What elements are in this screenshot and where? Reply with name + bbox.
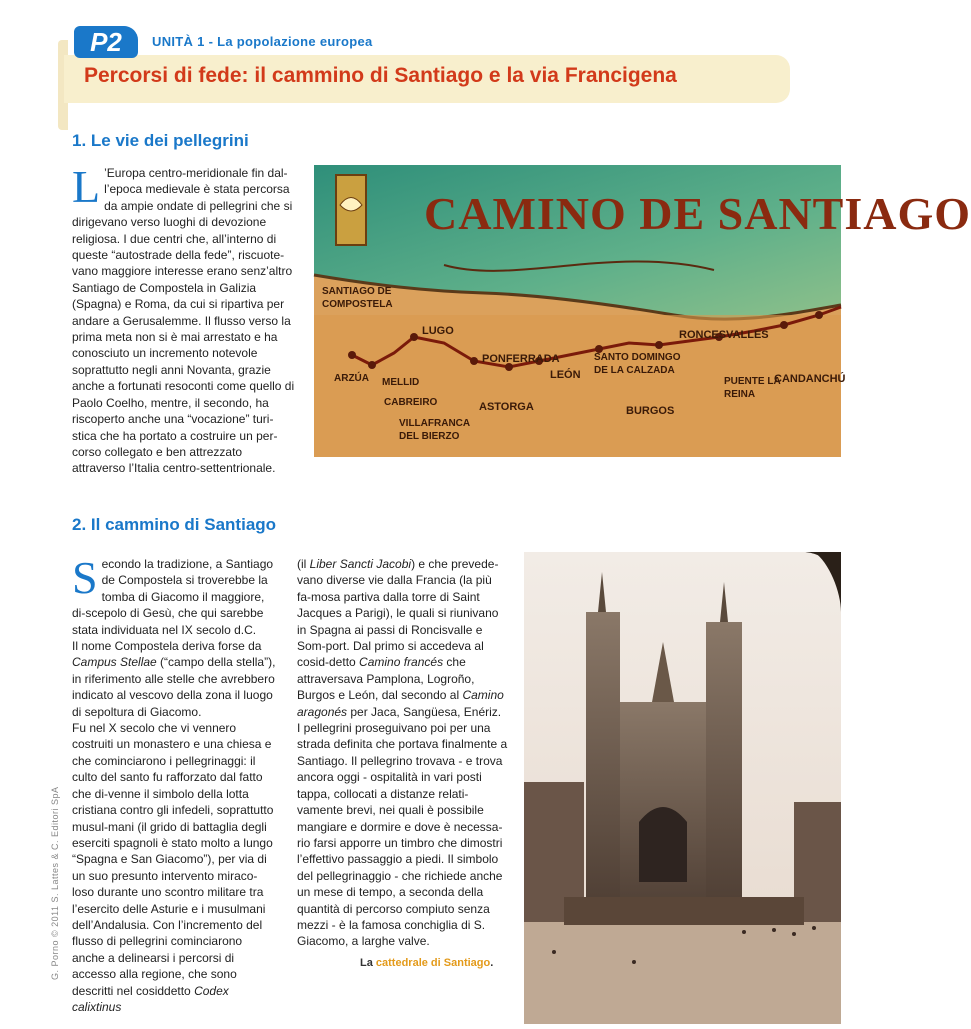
map-place-villafranca: VILLAFRANCA DEL BIERZO [399,418,470,442]
map-place-puente-la-reina: PUENTE LA REINA [724,376,781,400]
section2-p3-text: Fu nel X secolo che vi vennero costruiti un monastero e una chiesa e che cominciarono i pellegrinaggi: il culto del santo fu rafforzato dal fatto che di-venne il simbolo della lotta cristiana contro gli infedeli, soprattutto musul-mani (il grido di battaglia degli eserciti spagnoli è stato molto a lungo “Spagna e San Giacomo”), per via di un suo presunto intervento miraco-loso durante uno scontro militare tra l’esercito delle Asturie e i musulmani dell’Andalusia. Con l’incremento del flusso di pellegrini cominciarono anche a delinearsi i percorsi di accesso alla regione, che sono descritti nel cosiddetto [72,721,274,998]
dropcap-l: L [72,161,101,212]
map-place-leon: LEÓN [550,369,581,381]
section2-paragraph-4 [297,556,509,720]
map-title: CAMINO DE SANTIAGO [424,188,971,239]
copyright-credit: G. Porno © 2011 S. Lattes & C. Editori SpA [50,786,60,980]
map-place-santo-domingo: SANTO DOMINGO DE LA CALZADA [594,352,681,376]
dropcap-s: S [72,552,98,603]
section2-column-1 [72,552,278,1015]
unit-label: UNITÀ 1 - La popolazione europea [152,34,373,49]
section2-column-2 [297,556,509,950]
map-place-arzua: ARZÚA [334,373,369,384]
section-heading-1: 1. Le vie dei pellegrini [72,131,249,150]
col2-text-a: (il [297,557,310,571]
col2-text-b: ) e che prevede-vano diverse vie dalla Francia (la più fa-mosa partiva dalla torre di Saint Jacques a Parigi), le quali si riunivano in Spagna ai passi di Roncisvalle e Som-port. Dal primo si accedeva al cosid-detto [297,557,499,670]
map-place-burgos: BURGOS [626,405,675,417]
map-place-roncesvalles: RONCESVALLES [679,329,769,341]
caption-suffix: . [490,957,494,969]
cathedral-illustration [524,552,841,1024]
section2-p2-text-b: (“campo della stella”), in riferimento alle stelle che avrebbero indicato al vescovo della zona il luogo di sepoltura di Giacomo. [72,655,276,719]
section2-paragraph-1 [72,552,278,638]
map-place-astorga: ASTORGA [479,401,534,413]
camino-map-image [314,165,971,457]
section2-intro-text: econdo la tradizione, a Santiago de Compostela si troverebbe la tomba di Giacomo il maggiore, di-scepolo di Gesù, che qui sarebbe stata individuata nel IX secolo d.C. [72,557,274,637]
section2-paragraph-2 [72,638,278,720]
section1-body [72,161,297,477]
map-place-mellid: MELLID [382,377,420,388]
caption-prefix: La [360,957,376,969]
camino-aragones-term: Camino aragonés [297,688,504,719]
section1-text: ’Europa centro-meridionale fin dal-l’epoca medievale è stata percorsa da ampie ondate di pellegrini che si dirigevano verso luoghi di devozione religiosa. I due centri che, all’interno di queste “autostrade della fede”, riscuote-vano maggiore interesse erano senz’altro Santiago de Compostela in Galizia (Spagna) e Roma, da cui si ripartiva per andare a Gerusalemme. Il flusso verso la prima meta non si è mai arrestato e ha conosciuto un incremento notevole soprattutto negli anni Novanta, grazie anche a fortunati resoconti come quello di Paolo Coelho, mentre, il secondo, ha riscoperto anche una “vocazione” turi-stica che ha portato a costruire un per-corso collegato e ben attrezzato attraverso l’Italia centro-settentrionale. [72,166,295,476]
camino-frances-term: Camino francés [359,655,444,670]
map-place-cabreiro: CABREIRO [384,397,438,408]
section2-paragraph-5: I pellegrini proseguivano poi per una strada definita che portava finalmente a Santiago. Il pellegrino trovava - e trova ancora oggi - ospitalità in vari posti tappa, collocati a distanze relati-vamente brevi, nei quali è possibile mangiare e dormire e dove è necessa-rio farsi apporre un timbro che dimostri l’effettivo passaggio a piedi. Il simbolo del pellegrinaggio - che richiede anche un mese di tempo, a seconda della quantità di percorso compiuto senza mezzi - è la famosa conchiglia di S. Giacomo, a larghe valve. [297,721,508,949]
campus-stellae-term: Campus Stellae [72,655,157,670]
chapter-badge: P2 [74,26,138,58]
map-place-candanchu: CANDANCHÚ [774,373,846,385]
map-place-lugo: LUGO [422,325,454,337]
map-place-santiago: SANTIAGO DE COMPOSTELA [322,286,393,310]
page-title: Percorsi di fede: il cammino di Santiago e la via Francigena [84,64,677,87]
section2-paragraph-3 [72,720,278,1015]
codex-calixtinus-term: Codex calixtinus [72,983,229,1014]
col2-text-d: per Jaca, Sangüesa, Enériz. [347,704,502,719]
col2-text-c: che attraversava Pamplona, Logroño, Burgos e León, dal secondo al [297,655,475,703]
section-heading-2: 2. Il cammino di Santiago [72,515,277,534]
cathedral-photo [524,552,841,1024]
liber-sancti-jacobi-term: Liber Sancti Jacobi [309,557,412,571]
map-place-ponferrada: PONFERRADA [482,353,560,365]
section2-p2-text-a: Il nome Compostela deriva forse da [72,639,262,654]
caption-highlight: cattedrale di Santiago [375,957,491,969]
photo-caption [360,957,493,969]
